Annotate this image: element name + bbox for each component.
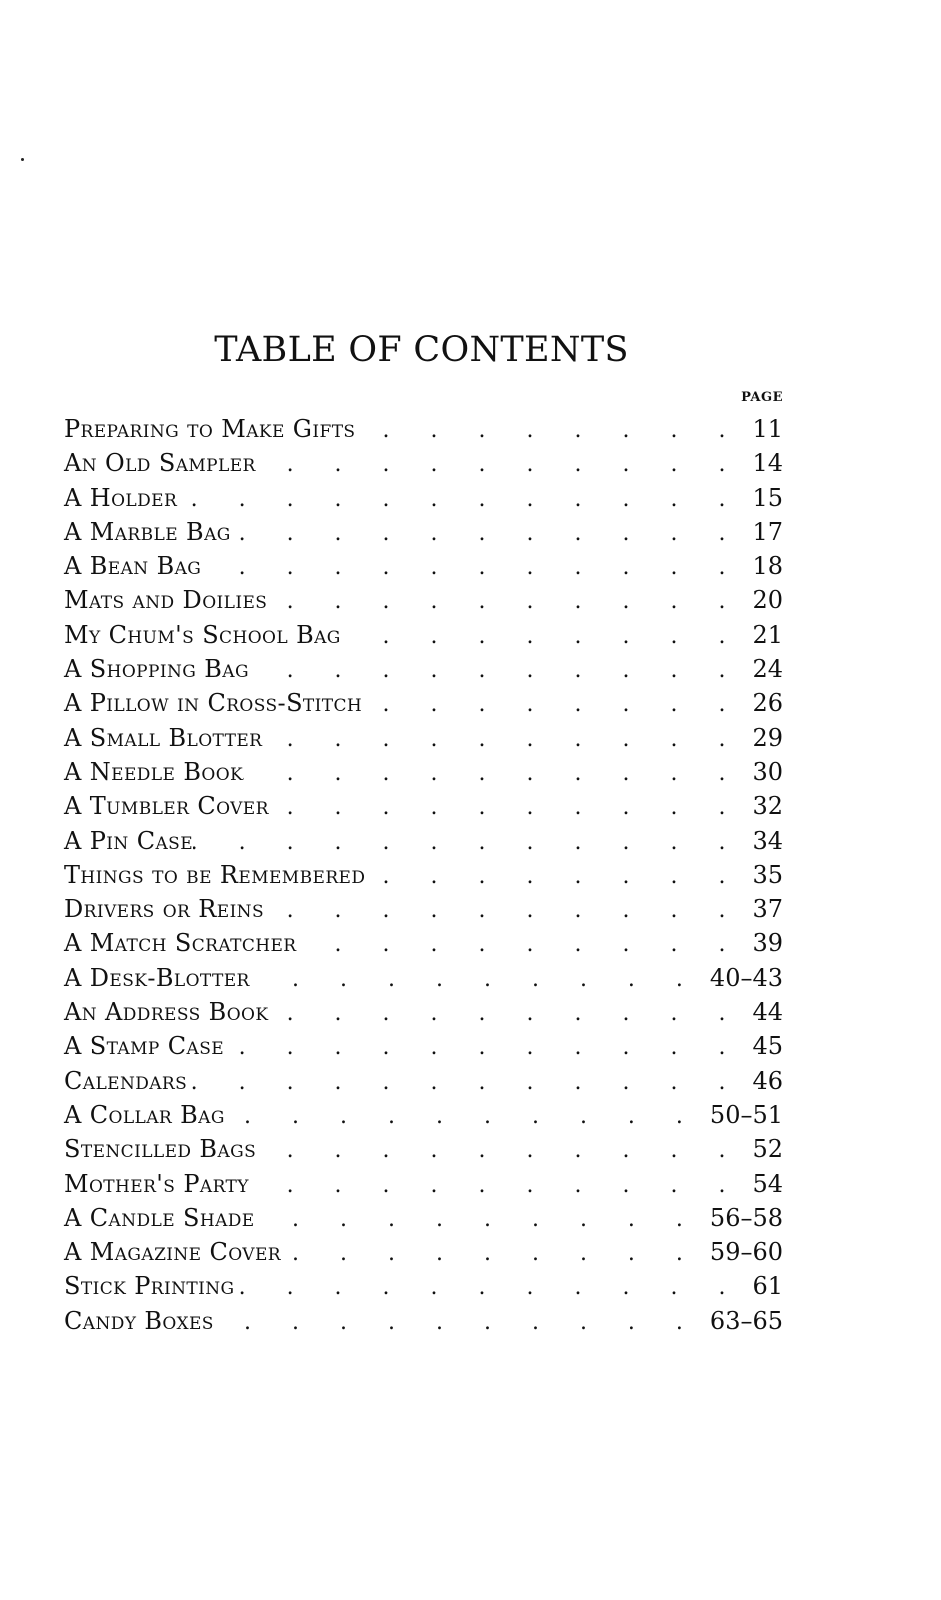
toc-entry-page: 20 — [752, 586, 783, 615]
dot-leader — [269, 791, 743, 825]
toc-entry — [64, 446, 783, 480]
dot-leader — [362, 688, 742, 722]
toc-entry — [64, 1269, 783, 1303]
dot-leader — [225, 1100, 700, 1134]
toc-entry-page: 56–58 — [709, 1203, 783, 1232]
dot-leader — [249, 1169, 743, 1203]
toc-entry-page: 32 — [752, 792, 783, 821]
toc-entry-page: 37 — [752, 895, 783, 924]
toc-entry — [64, 412, 783, 446]
toc-entry-label: Things to be Remembered — [64, 860, 366, 889]
toc-entry-page: 21 — [752, 620, 783, 649]
toc-entry-page: 26 — [752, 689, 783, 718]
toc-entry-label: A Collar Bag — [64, 1100, 225, 1129]
toc-entry-label: A Tumbler Cover — [64, 792, 269, 821]
toc-entry-label: A Magazine Cover — [64, 1238, 281, 1267]
toc-entry — [64, 789, 783, 823]
toc-entry-page: 11 — [752, 415, 783, 443]
dot-leader — [224, 1031, 742, 1065]
toc-entry — [64, 926, 783, 960]
toc-entry-page: 63–65 — [709, 1306, 783, 1335]
toc-entry-page: 39 — [752, 929, 783, 958]
toc-entry-label: Drivers or Reins — [64, 895, 265, 924]
toc-entry — [64, 721, 783, 755]
toc-entry-page: 14 — [752, 449, 783, 478]
toc-entry-page: 59–60 — [709, 1238, 783, 1267]
dot-leader — [256, 448, 743, 482]
dot-leader — [250, 963, 700, 997]
toc-entry — [64, 1167, 783, 1201]
toc-entry-label: Mats and Doilies — [64, 586, 268, 615]
page-column-header: PAGE — [741, 390, 783, 405]
toc-entry-label: Stick Printing — [64, 1272, 235, 1301]
toc-entry — [64, 892, 783, 926]
toc-entry-label: A Desk-Blotter — [64, 963, 250, 992]
dot-leader — [268, 997, 742, 1031]
toc-entry-label: Preparing to Make Gifts — [64, 415, 356, 443]
toc-entry-page: 46 — [752, 1066, 783, 1095]
dot-leader — [177, 483, 742, 517]
toc-entry-label: Calendars — [64, 1066, 188, 1095]
toc-entry-label: A Pillow in Cross-Stitch — [64, 689, 363, 718]
toc-entry-page: 52 — [752, 1135, 783, 1164]
toc-entry-page: 30 — [752, 757, 783, 786]
toc-entry-label: A Needle Book — [64, 757, 244, 786]
toc-entry-page: 29 — [752, 723, 783, 752]
toc-entry — [64, 1132, 783, 1166]
toc-entry-page: 15 — [752, 483, 783, 512]
toc-entry-label: A Holder — [64, 483, 178, 512]
toc-entry-label: A Candle Shade — [64, 1203, 255, 1232]
toc-entry-label: A Pin Case — [64, 826, 194, 855]
page-title: TABLE OF CONTENTS — [214, 330, 629, 371]
dot-leader — [256, 1134, 742, 1168]
dot-leader — [201, 551, 742, 585]
toc-entry-label: Candy Boxes — [64, 1306, 214, 1335]
toc-entry-page: 61 — [752, 1272, 783, 1301]
dot-leader — [267, 585, 742, 619]
dot-leader — [214, 1306, 700, 1340]
toc-entry — [64, 515, 783, 549]
toc-entry-page: 18 — [752, 552, 783, 581]
toc-entry-page: 50–51 — [709, 1100, 783, 1129]
dot-leader — [243, 757, 742, 791]
scan-speck — [21, 158, 24, 161]
toc-entry — [64, 961, 783, 995]
dot-leader — [296, 928, 742, 962]
toc-entry-page: 40–43 — [709, 963, 783, 992]
toc-list — [64, 412, 783, 1338]
toc-entry-page: 45 — [752, 1032, 783, 1061]
toc-entry-page: 54 — [752, 1169, 783, 1198]
dot-leader — [231, 517, 743, 551]
toc-entry — [64, 1029, 783, 1063]
toc-entry — [64, 1201, 783, 1235]
toc-entry-page: 35 — [752, 860, 783, 889]
dot-leader — [281, 1237, 700, 1271]
dot-leader — [234, 1271, 742, 1305]
dot-leader — [249, 654, 743, 688]
toc-entry — [64, 481, 783, 515]
toc-entry — [64, 755, 783, 789]
toc-entry-label: An Address Book — [64, 998, 269, 1027]
dot-leader — [193, 826, 742, 860]
toc-entry-label: A Bean Bag — [64, 552, 202, 581]
toc-entry — [64, 1235, 783, 1269]
toc-entry-label: My Chum's School Bag — [64, 620, 341, 649]
toc-entry-page: 34 — [752, 826, 783, 855]
toc-entry-label: Mother's Party — [64, 1169, 249, 1198]
toc-entry — [64, 549, 783, 583]
toc-entry-label: A Match Scratcher — [64, 929, 297, 958]
toc-entry — [64, 1304, 783, 1338]
dot-leader — [341, 620, 743, 654]
toc-entry — [64, 1098, 783, 1132]
toc-entry — [64, 686, 783, 720]
toc-entry-page: 17 — [752, 517, 783, 546]
toc-entry — [64, 858, 783, 892]
toc-entry — [64, 583, 783, 617]
toc-entry-label: A Stamp Case — [64, 1032, 225, 1061]
toc-entry-page: 44 — [752, 998, 783, 1027]
dot-leader — [255, 1203, 700, 1237]
toc-entry-label: A Small Blotter — [64, 723, 263, 752]
toc-entry — [64, 824, 783, 858]
dot-leader — [355, 414, 742, 448]
toc-entry-label: A Marble Bag — [64, 517, 231, 546]
dot-leader — [262, 723, 742, 757]
dot-leader — [264, 894, 742, 928]
dot-leader — [365, 860, 742, 894]
toc-entry — [64, 618, 783, 652]
toc-entry-page: 24 — [752, 655, 783, 684]
toc-entry-label: An Old Sampler — [64, 449, 256, 478]
dot-leader — [187, 1066, 742, 1100]
toc-entry-label: Stencilled Bags — [64, 1135, 257, 1164]
toc-entry — [64, 995, 783, 1029]
toc-entry — [64, 1064, 783, 1098]
toc-entry — [64, 652, 783, 686]
toc-entry-label: A Shopping Bag — [64, 655, 249, 684]
